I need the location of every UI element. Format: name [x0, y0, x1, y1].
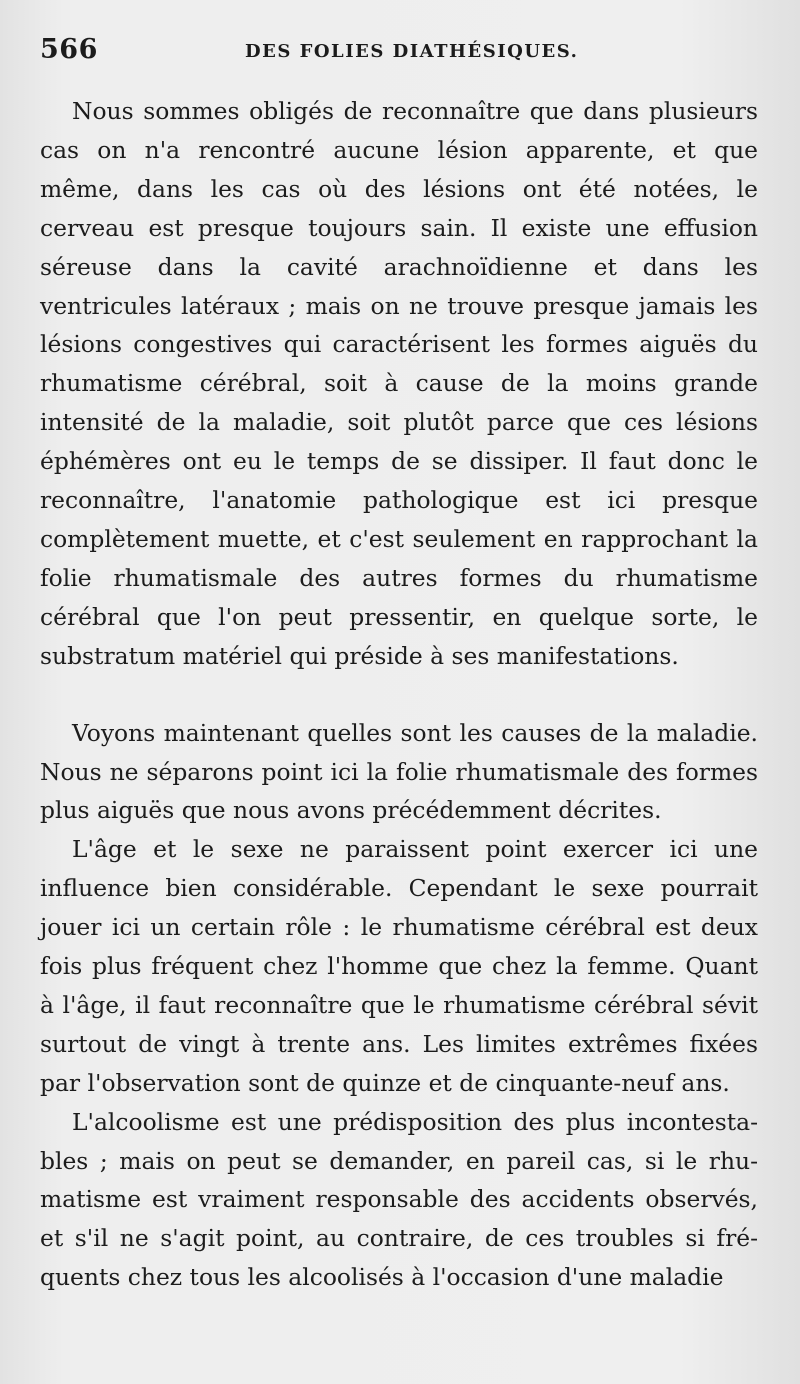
- paragraph-age-sex: L'âge et le sexe ne paraissent point exercer ici une influence bien considérable. Cependant le sexe pourrait jouer ici un certain rôle : le rhumatisme cérébral est deux fois plus fréquent chez l'homme que chez la femme. Quant à l'âge, il faut reconnaître que le rhumatisme cérébral sévit surtout de vingt à trente ans. Les limites extrêmes fixées par l'observation sont de quinze et de cinquante-neuf ans.: [40, 835, 758, 1097]
- paragraph-anatomy: Nous sommes obligés de reconnaître que dans plusieurs cas on n'a rencontré aucune lésion apparente, et que même, dans les cas où des lésions ont été notées, le cerveau est presque toujours sain. Il existe une effusion séreuse dans la cavité arachnoïdienne et dans les ventricules latéraux ; mais on ne trouve presque jamais les lésions congestives qui caractérisent les formes aiguës du rhumatisme cérébral, soit à cause de la moins grande intensité de la maladie, soit plutôt parce que ces lésions éphémères ont eu le temps de se dissiper. Il faut donc le reconnaître, l'anatomie pathologique est ici presque complètement muette, et c'est seulement en rapprochant la folie rhumatismale des autres formes du rhumatisme cérébral que l'on peut pressentir, en quelque sorte, le substratum matériel qui préside à ses manifestations.: [40, 97, 758, 670]
- running-title: DES FOLIES DIATHÉSIQUES.: [245, 41, 579, 62]
- page-number: 566: [40, 34, 98, 65]
- paragraph-causes: Voyons maintenant quelles sont les causes de la maladie. Nous ne séparons point ici la folie rhumatismale des formes plus aiguës que nous avons précédemment décrites.: [40, 718, 758, 825]
- paragraph-alcoholism: L'alcoolisme est une prédisposition des plus incontestables ; mais on peut se demander, en pareil cas, si le rhumatisme est vraiment responsable des accidents observés, et s'il ne s'agit point, au contraire, de ces troubles si fréquents chez tous les alcoolisés à l'occasion d'une maladie: [40, 1107, 758, 1292]
- running-head: [40, 32, 758, 82]
- body-text: [40, 92, 758, 1297]
